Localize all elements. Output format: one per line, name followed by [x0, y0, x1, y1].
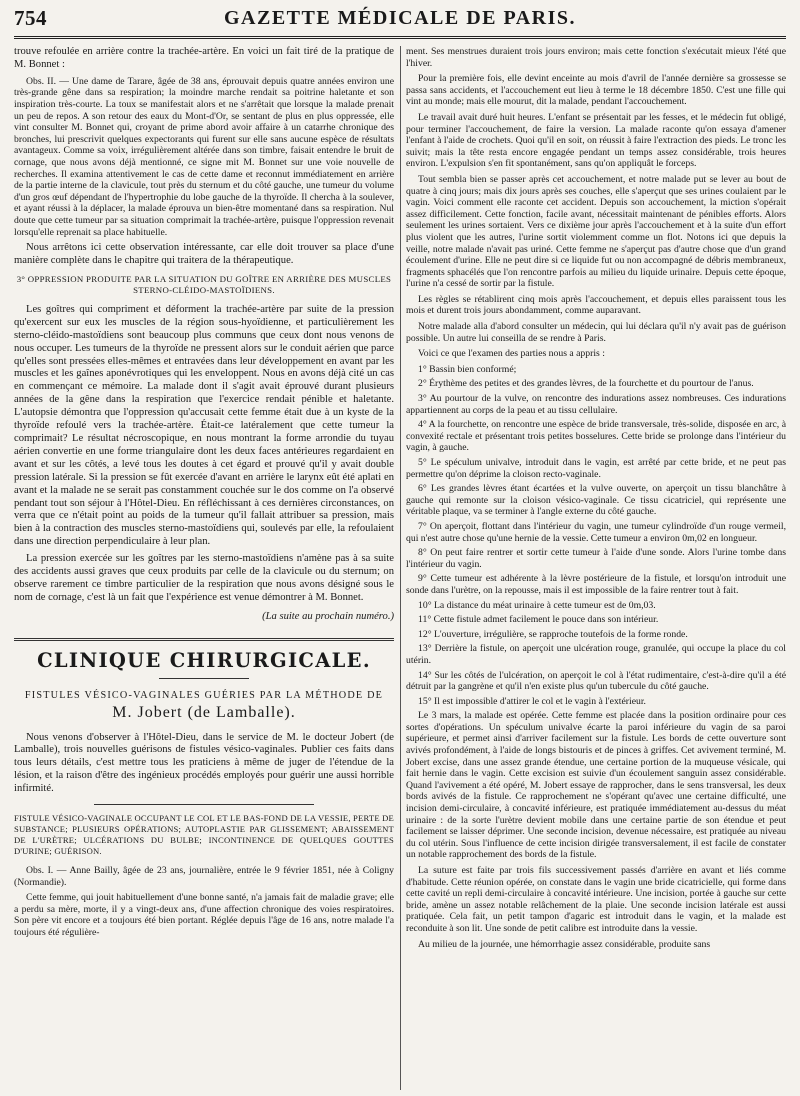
- list-item: 8° On peut faire rentrer et sortir cette tumeur à l'aide d'une sonde. Alors l'urine tombe dans l'intérieur du vagin.: [406, 547, 786, 570]
- journal-title: GAZETTE MÉDICALE DE PARIS.: [223, 7, 577, 29]
- list-item: 15° Il est impossible d'attirer le col et le vagin à l'extérieur.: [418, 695, 646, 707]
- article-author: M. Jobert (de Lamballe).: [112, 703, 296, 721]
- list-item: 6° Les grandes lèvres étant écartées et la vulve ouverte, on aperçoit un tissu blanchâtre à gauche qui remonte sur la cloison vésico-vaginale. Ce tissu cicatriciel, qui représente une véritable plaque, va se terminer à l'angle externe du côté gauche.: [406, 483, 786, 518]
- right-column: [406, 46, 786, 1090]
- paragraph: La pression exercée sur les goîtres par les sterno-mastoïdiens n'amène pas à sa suite des accidents aussi graves que ceux produits par celle de la clavicule ou du sternum; on observe rarement ce timbre particulier de la respiration que nous avons désigné sous le nom de cornage, c'est là un fait que l'expérience est venue démontrer à M. Bonnet.: [14, 553, 394, 603]
- list-item: 14° Sur les côtés de l'ulcération, on aperçoit le col à l'état rudimentaire, c'est-à-dire qu'il a été détruit par la gangrène et qu'il n'en existe plus qu'un tubercule du côté gauche.: [406, 669, 786, 693]
- paragraph: Le 3 mars, la malade est opérée. Cette femme est placée dans la position ordinaire pour ces sortes d'opérations. Un spéculum univalve écarte la paroi inférieure du vagin de sa paroi supérieure, et permet ainsi d'arriver facilement sur la fistule. Les bords de cette ouverture sont avivés profondément, à l'aide de longs bistouris et de pinces à griffes. Cet avivement terminé, M. Jobert excise, dans une assez grande étendue, une certaine portion de la muqueuse vésicale, qui fait hernie dans le vagin. Cette excision est suivie d'un écoulement sanguin assez considérable. Quand l'avivement a été opéré, M. Jobert essaye de rapprocher, dans le sens transversal, les deux bords avivés de la fistule. Ce rapprochement ne s'opérant qu'avec une certaine difficulté, une incision demi-circulaire, à concavité inférieure, est pratiquée immédiatement au-dessus du méat urinaire : de la sorte l'urètre devient mobile dans une certaine partie de son étendue et peut facilement se laisser déprimer. Une seconde incision, devenue nécessaire, est pratiquée au niveau du col utérin. Sous l'influence de cette incision dirigée transversalement, il est facile de constater un notable rapprochement des bords de la fistule.: [406, 710, 786, 861]
- paragraph: trouve refoulée en arrière contre la trachée-artère. En voici un fait tiré de la pratique de M. Bonnet :: [14, 46, 394, 70]
- list-item: 10° La distance du méat urinaire à cette tumeur est de 0m,03.: [418, 599, 656, 611]
- paragraph: Pour la première fois, elle devint enceinte au mois d'avril de l'année dernière sa grossesse se passa sans accidents, et l'accouchement eut lieu à terme le 18 décembre 1850. C'est une fille qui vint au monde; mais elle mourut, dit la malade, pendant l'accouchement.: [406, 73, 786, 108]
- divider: [159, 678, 249, 679]
- list-item: 3° Au pourtour de la vulve, on rencontre des indurations assez nombreuses. Ces indurations appartiennent au corps de la peau et au tissu cellulaire.: [406, 393, 786, 416]
- list-item: 2° Érythème des petites et des grandes lèvres, de la fourchette et du pourtour de l'anus.: [418, 378, 754, 390]
- list-item: 7° On aperçoit, flottant dans l'intérieur du vagin, une tumeur cylindroïde d'un rouge vermeil, qui n'est autre chose qu'une hernie de la vessie. Cette tumeur a environ 0m,02 en longueur.: [406, 520, 786, 544]
- list-item: 13° Derrière la fistule, on aperçoit une ulcération rouge, granulée, qui occupe la place du col utérin.: [406, 643, 786, 666]
- header-rule: [14, 36, 786, 42]
- list-item: 11° Cette fistule admet facilement le pouce dans son intérieur.: [418, 614, 659, 626]
- exam-findings-list: [406, 364, 786, 707]
- column-separator: [400, 46, 401, 1090]
- paragraph: Notre malade alla d'abord consulter un médecin, qui lui déclara qu'il n'y avait pas de guérison possible. Un autre lui conseilla de se rendre à Paris.: [406, 321, 786, 344]
- article-title: FISTULES VÉSICO-VAGINALES GUÉRIES PAR LA MÉTHODE DE: [24, 689, 384, 701]
- left-column: [14, 46, 394, 1090]
- observation-paragraph: Obs. II. — Une dame de Tarare, âgée de 38 ans, éprouvait depuis quatre années environ une très-grande gêne dans sa respiration; la moindre marche rendait sa poitrine haletante et son inspiration très-courte. La toux se manifestait alors et ne s'arrêtait que lorsque la malade prenait un peu de repos. A son retour des eaux du Mont-d'Or, se sentant de plus en plus oppressée, elle vint consulter M. Bonnet qui, croyant de prime abord avoir affaire à un catarrhe chronique des bronches, lui prescrivit quelques expectorants qui furent sur elle sans aucune espèce de résultats avantageux. Comme sa voix, irrégulièrement altérée dans son timbre, faisait entendre le bruit de cornage, que nous avons déjà mentionné, ce signe mit M. Bonnet sur une voie nouvelle de recherches. Il examina attentivement le cas de cette dame et reconnut immédiatement en arrière de la partie interne de la clavicule, tout près du sternum et du côté gauche, une tumeur du volume d'un gros œuf dépendant de l'hypertrophie du lobe gauche de la thyroïde. Il chercha à la soulever, et ayant réussi à la déplacer, la malade éprouva un bien-être momentané dans sa respiration. Nul doute que cette tumeur par sa situation comprimait la trachée-artère, puisque l'oppression revenait lorsqu'elle reprenait sa place habituelle.: [14, 75, 394, 238]
- list-item: 12° L'ouverture, irrégulière, se rapproche toutefois de la forme ronde.: [418, 628, 688, 640]
- observation-paragraph: Obs. I. — Anne Bailly, âgée de 23 ans, journalière, entrée le 9 février 1851, née à Coligny (Normandie).: [14, 865, 394, 888]
- section-subheading: 3° OPPRESSION PRODUITE PAR LA SITUATION DU GOÎTRE EN ARRIÈRE DES MUSCLES STERNO-CLÉIDO-MASTOÏDIENS.: [16, 273, 392, 295]
- paragraph: La suture est faite par trois fils successivement passés d'arrière en avant et liés comme d'habitude. Cette réunion opérée, on constate dans le vagin une bride cicatricielle, qui forme dans cette cavité un repli demi-circulaire à concavité intérieure. Une incision, portée à gauche sur cette bride, amène un assez notable relâchement de la plaie. Une seconde incision latérale est aussi pratiquée. Cela fait, un petit tampon d'agaric est introduit dans le vagin, et la malade est reconduite à son lit. Une sonde de petit calibre est introduite dans la vessie.: [406, 865, 786, 934]
- observation-paragraph: Cette femme, qui jouit habituellement d'une bonne santé, n'a jamais fait de maladie grave; elle a perdu sa mère, morte, il y a vingt-deux ans, d'une affection chronique des voies respiratoires. Son père vit encore et a toujours été bien portant. Réglée depuis l'âge de 16 ans, notre malade l'a toujours été régulière-: [14, 892, 394, 938]
- paragraph: Le travail avait duré huit heures. L'enfant se présentait par les fesses, et le médecin fut obligé, pour terminer l'accouchement, de faire la version. La malade raconte qu'on essaya d'amener l'enfant à l'aide de crochets. Quoi qu'il en soit, on réussit à faire l'extraction des pieds. Le tronc les suivit; mais la tête resta encore engagée pendant un temps assez considérable, trois heures environ. L'expulsion s'en fit spontanément, sans qu'on appliquât le forceps.: [406, 111, 786, 170]
- section-title: CLINIQUE CHIRURGICALE.: [37, 648, 371, 672]
- paragraph: Tout sembla bien se passer après cet accouchement, et notre malade put se lever au bout de quatre à cinq jours; mais dix jours après ses couches, elle s'aperçut que ses urines coulaient par le vagin. Voici comment elle raconte cet accident. Depuis son accouchement, la miction s'opérait assez difficilement. Cette fonction, facile avant, nécessitait maintenant de pénibles efforts. Alors seulement les urines sortaient. Vers ce dixième jour après l'accouchement et à la suite d'un effort plus violent que les autres, l'urine sortit violemment comme un flot. Notons ici que depuis la veille, notre malade n'avait pas uriné. Cette femme ne s'aperçut pas d'autre chose que d'un grand écoulement d'urine. Elle ne peut dire si ce liquide fut ou non accompagné de débris membraneux, fragments sphacélés que l'on rencontre parfois au milieu du liquide urinaire. Depuis cette époque, l'urine n'a cessé de sortir par la fistule.: [406, 173, 786, 290]
- list-item: 1° Bassin bien conformé;: [418, 363, 517, 375]
- continuation-note: (La suite au prochain numéro.): [262, 610, 394, 622]
- page-header: [14, 6, 786, 36]
- section-rule: [14, 638, 394, 643]
- case-summary: FISTULE VÉSICO-VAGINALE OCCUPANT LE COL ET LE BAS-FOND DE LA VESSIE, PERTE DE SUBSTANCE; PLUSIEURS OPÉRATIONS; AUTOPLASTIE PAR GLISSEMENT; ABAISSEMENT DE L'URÈTRE; ULCÉRATIONS DU BULBE; INCONTINENCE DE QUELQUES GOUTTES D'URINE; GUÉRISON.: [14, 813, 394, 857]
- list-item: 4° A la fourchette, on rencontre une espèce de bride transversale, très-solide, disposée en arc, à convexité rectale et présentant trois petites bosselures. Cette bride se prolonge dans l'intérieur du vagin, à gauche.: [406, 419, 786, 454]
- paragraph: ment. Ses menstrues duraient trois jours environ; mais cette fonction s'exécutait mieux l'été que l'hiver.: [406, 46, 786, 69]
- paragraph: Les goîtres qui compriment et déforment la trachée-artère par suite de la pression qu'exercent sur eux les muscles de la région sous-hyoïdienne, et particulièrement les sterno-cléido-mastoïdiens sont beaucoup plus communs que ceux dont nous venons de nous occuper. Les tumeurs de la thyroïde ne pressent alors sur le conduit aérien que parce qu'elles sont pressées elles-mêmes et entravées dans leur développement en avant par les muscles et les gaînes aponévrotiques qui les enveloppent. Nous en avons déjà cité un cas en commençant ce mémoire. La malade dont il s'agit avait éprouvé durant plusieurs années de la gêne dans la respiration que l'exercice rendait pénible et haletante. L'autopsie démontra que l'oppression qu'accusait cette femme était due à un kyste de la thyroïde refoulé vers la trachée-artère. Était-ce latéralement que cette tumeur la comprimait? Le résultat nécroscopique, en nous montrant la forme arrondie du tuyau aérien convertie en une forme triangulaire dont les deux faces antérieures regardaient en avant et sur les côtés, a levé tous les doutes à cet égard et prouvé qu'il y avait double pression latérale. Si la pression se fût exercée d'avant en arrière le larynx eût été aplati en avant et la malade ne se serait pas constamment couchée sur le dos comme on l'a observé pendant tout son séjour à l'Hôtel-Dieu. En réfléchissant à ces dernières circonstances, on verra que ce n'était point au poids de la tumeur qu'il fallait attribuer sa pression, mais bien à la contraction des muscles sterno-mastoïdiens qui, soulevés par elle, la refoulaient dans une direction perpendiculaire à leur plan.: [14, 303, 394, 548]
- list-item: 9° Cette tumeur est adhérente à la lèvre postérieure de la fistule, et lorsqu'on introduit une sonde dans l'urètre, on la repousse, mais il est impossible de la faire rentrer tout à fait.: [406, 573, 786, 596]
- paragraph: Voici ce que l'examen des parties nous a appris :: [418, 348, 605, 360]
- page-number: 754: [14, 6, 47, 30]
- paragraph: Nous venons d'observer à l'Hôtel-Dieu, dans le service de M. le docteur Jobert (de Lamballe), trois nouvelles guérisons de fistules vésico-vaginales. Publier ces faits dans tous leurs détails, c'est mettre tous les praticiens à même de juger de l'étendue de la lésion, et la raison d'être des ingénieux procédés employés pour guérir une aussi horrible infirmité.: [14, 731, 394, 795]
- divider: [94, 804, 314, 805]
- paragraph: Les règles se rétablirent cinq mois après l'accouchement, et depuis elles paraissent tous les mois et durent trois jours abondamment, comme auparavant.: [406, 293, 786, 317]
- paragraph: Au milieu de la journée, une hémorrhagie assez considérable, produite sans: [418, 938, 711, 950]
- paragraph: Nous arrêtons ici cette observation intéressante, car elle doit trouver sa place d'une manière complète dans le chapitre qui traitera de la thérapeutique.: [14, 242, 394, 267]
- list-item: 5° Le spéculum univalve, introduit dans le vagin, est arrêté par cette bride, et ne peut pas permettre qu'on déprime la cloison recto-vaginale.: [406, 457, 786, 480]
